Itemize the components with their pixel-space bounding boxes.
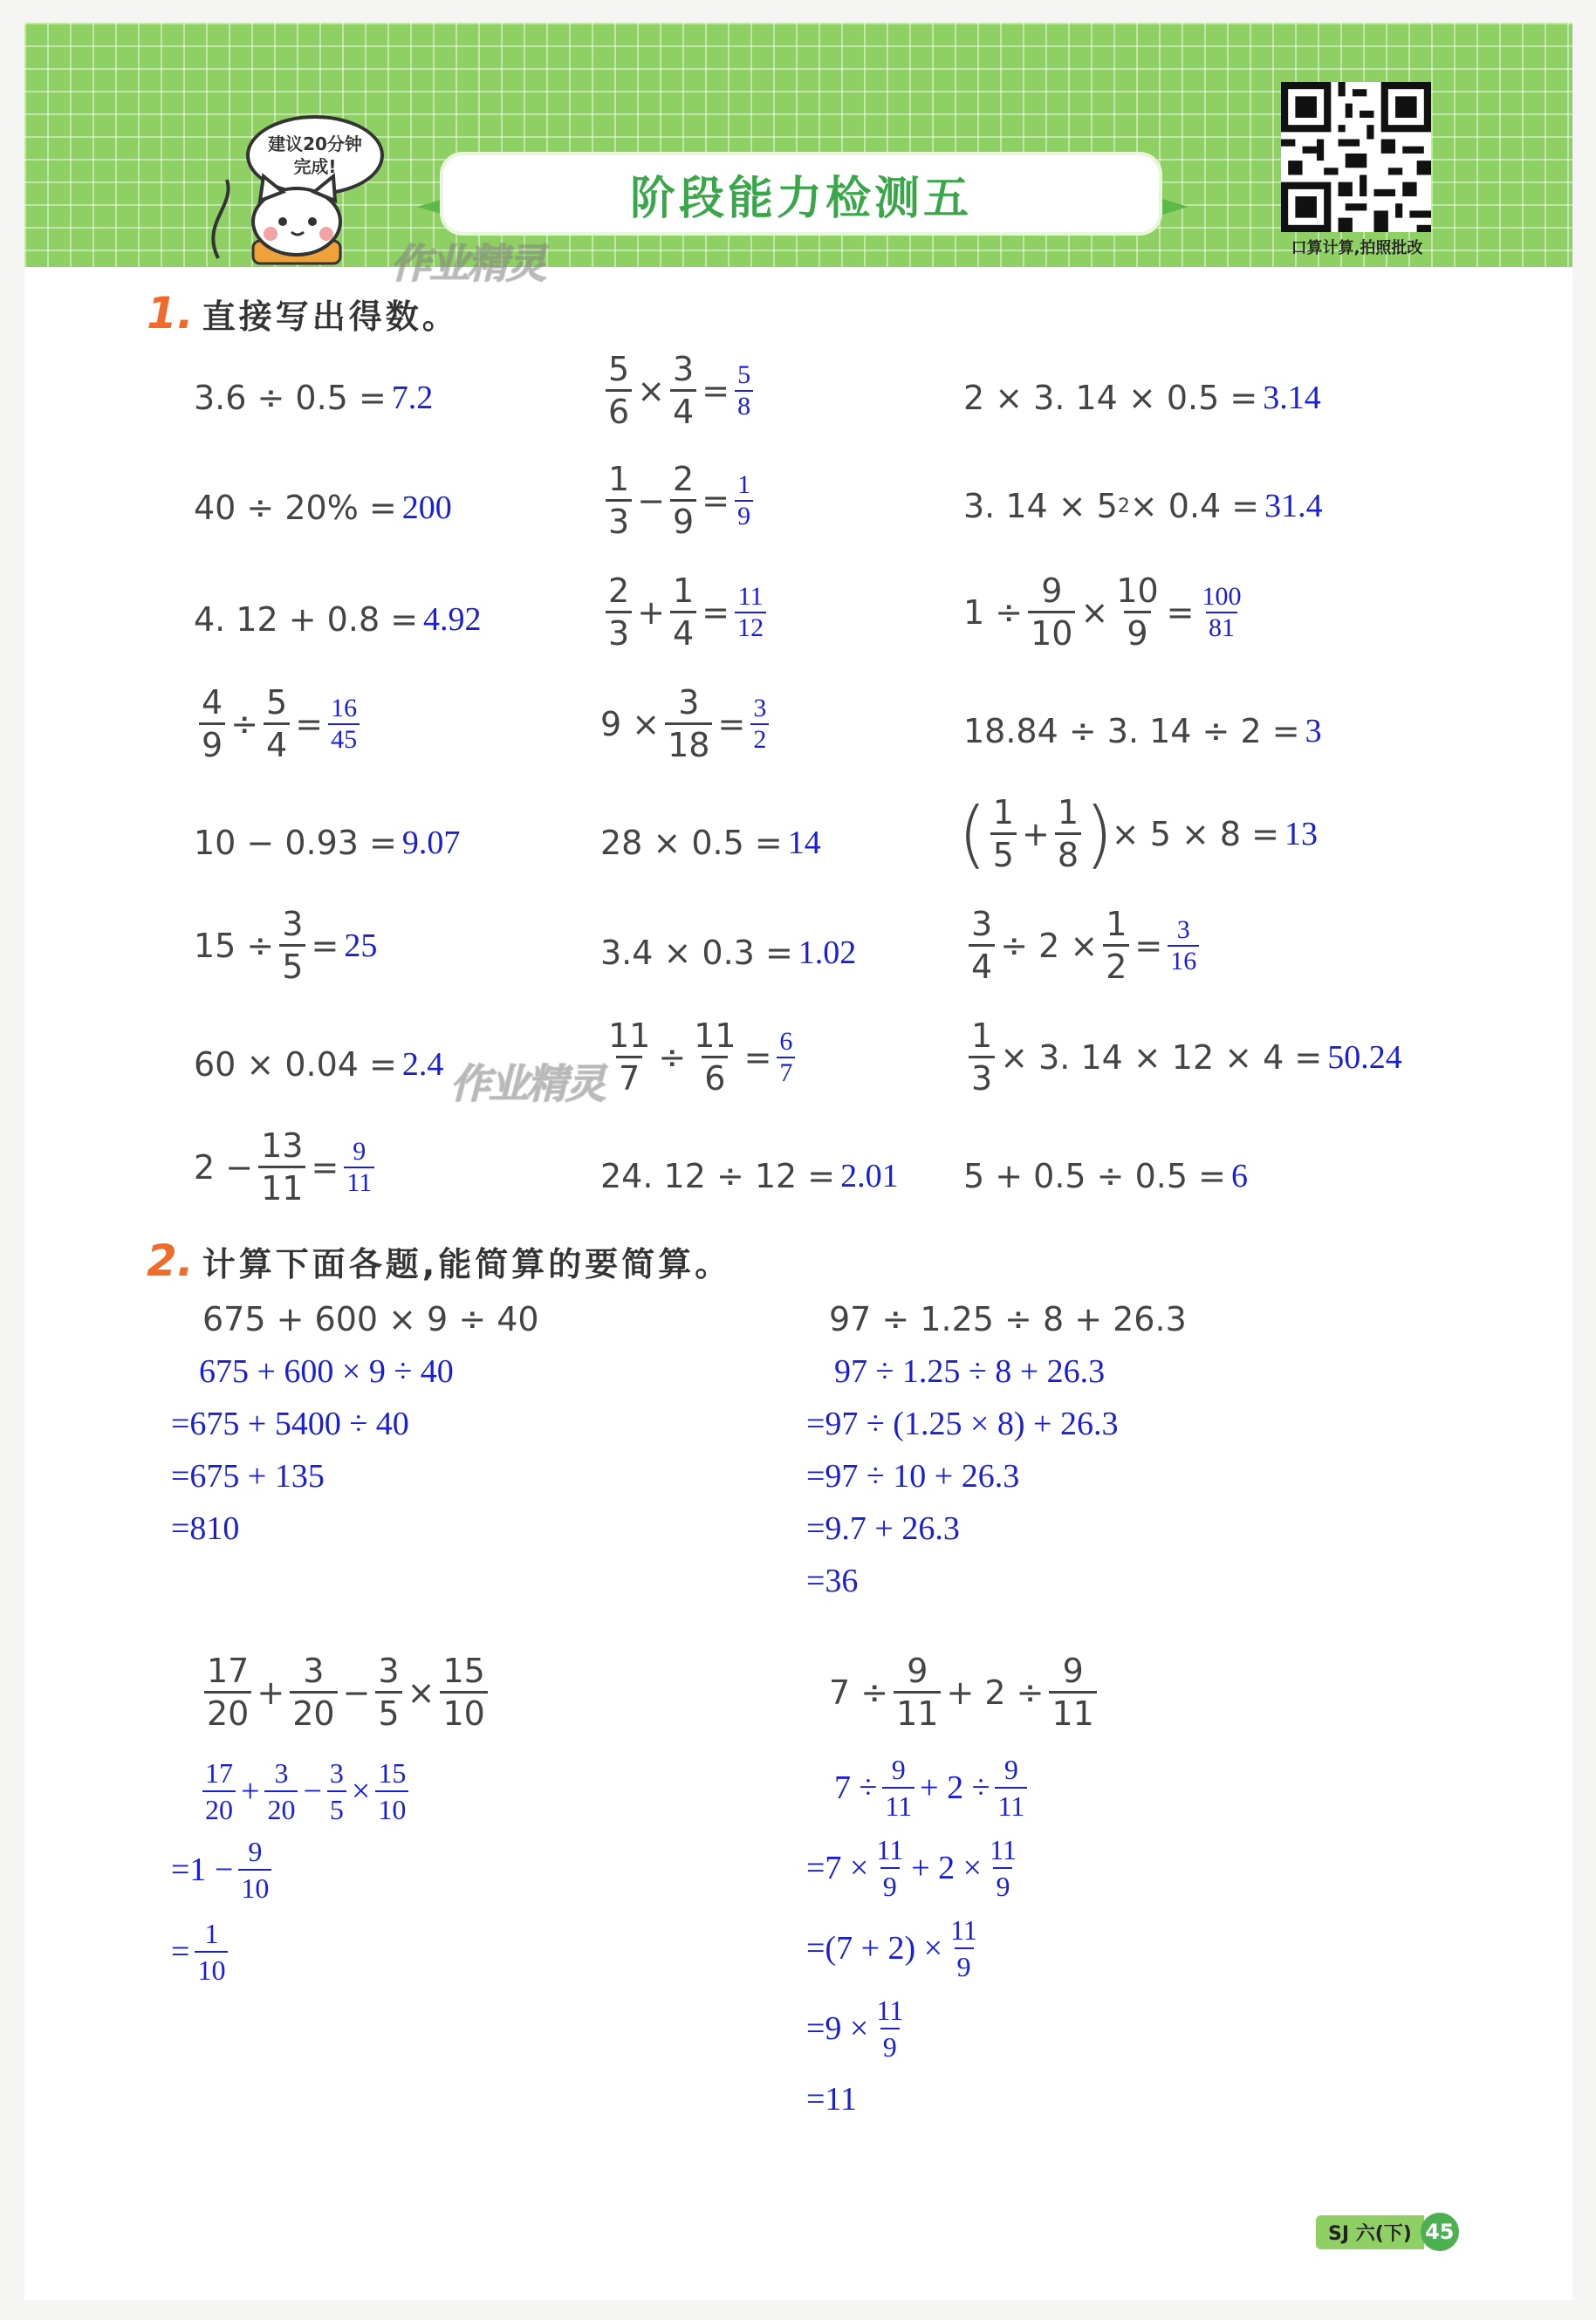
- q2-work-line: =97 ÷ (1.25 × 8) + 26.3: [806, 1406, 1119, 1442]
- q4-work-line5: =11: [806, 2081, 858, 2118]
- answer: 4.92: [423, 601, 482, 638]
- title-box: [443, 155, 1159, 232]
- answer: 9.07: [401, 825, 461, 861]
- bubble-line2: 完成!: [293, 156, 337, 177]
- answer: $\frac{100}{81}$: [1202, 581, 1242, 642]
- problem-15: ( $\frac{1}{5}$ + $\frac{1}{8}$ ) × 5 × 8 = 13: [958, 790, 1318, 877]
- problem-5: $\frac{1}{3}$ − $\frac{2}{9}$ = $\frac{1}{9}$: [600, 462, 758, 538]
- qr-code-icon[interactable]: [1281, 82, 1431, 232]
- section1-title: 直接写出得数。: [202, 297, 459, 336]
- q2-work-line: =36: [806, 1563, 859, 1599]
- problem-8: $\frac{2}{3}$ + $\frac{1}{4}$ = $\frac{11}{12}$: [600, 574, 771, 650]
- problem-11: 9 × $\frac{3}{18}$ = $\frac{3}{2}$: [600, 686, 774, 762]
- problem-20: $\frac{11}{7}$ ÷ $\frac{11}{6}$ = $\frac{6}{7}$: [600, 1019, 800, 1095]
- answer: 6: [1230, 1158, 1248, 1194]
- q3-work-line3: = $\frac{1}{10}$: [171, 1920, 233, 1984]
- answer: $\frac{1}{9}$: [735, 472, 753, 530]
- answer: 50.24: [1327, 1038, 1402, 1076]
- problem-16: 15 ÷ $\frac{3}{5}$ = 25: [194, 905, 378, 986]
- q4-work-line3: =(7 + 2) × $\frac{11}{9}$: [806, 1914, 977, 1982]
- answer: 25: [344, 927, 378, 964]
- q1-work-line: =675 + 135: [171, 1458, 325, 1495]
- answer: $\frac{3}{16}$: [1168, 917, 1199, 975]
- problem-19: 60 × 0.04 = 2.4: [194, 1045, 444, 1084]
- answer: 3: [1305, 713, 1322, 749]
- section2-number: 2.: [147, 1235, 194, 1286]
- answer: 13: [1284, 815, 1318, 852]
- problem-14: 28 × 0.5 = 14: [600, 824, 821, 862]
- problem-24: 5 + 0.5 ÷ 0.5 = 6: [963, 1157, 1248, 1195]
- answer: 3.14: [1263, 380, 1321, 416]
- q3-work-line1: $\frac{17}{20}$ + $\frac{3}{20}$ − $\frac{3}{5}$ × $\frac{15}{10}$: [197, 1759, 414, 1824]
- problem-3: 2 × 3. 14 × 0.5 = 3.14: [963, 379, 1321, 417]
- answer: 2.4: [401, 1046, 444, 1083]
- problem-9: 1 ÷ $\frac{9}{10}$ × $\frac{10}{9}$ = $\frac{100}{81}$: [963, 574, 1250, 650]
- cat-mascot-icon: [201, 171, 384, 267]
- q3-work-line2: =1 − $\frac{9}{10}$: [171, 1838, 277, 1902]
- q1-work-line: =675 + 5400 ÷ 40: [171, 1406, 409, 1442]
- answer: 14: [787, 825, 821, 861]
- problem-2: $\frac{5}{6}$ × $\frac{3}{4}$ = $\frac{5}{8}$: [600, 352, 758, 428]
- section2-heading: [147, 1235, 731, 1286]
- watermark-1: 作业精灵: [391, 240, 545, 287]
- answer: $\frac{16}{45}$: [328, 695, 360, 753]
- page-title: 阶段能力检测五: [629, 172, 972, 225]
- q2-work-line: =9.7 + 26.3: [806, 1510, 960, 1547]
- page-number: 45: [1421, 2213, 1459, 2251]
- answer: 7.2: [391, 380, 434, 416]
- problem-4: 40 ÷ 20% = 200: [194, 489, 452, 527]
- q2-work-line: 97 ÷ 1.25 ÷ 8 + 26.3: [834, 1353, 1106, 1390]
- answer: $\frac{11}{12}$: [735, 584, 766, 641]
- q4-prompt: 7 ÷ $\frac{9}{11}$ + 2 ÷ $\frac{9}{11}$: [829, 1654, 1102, 1730]
- problem-12: 18.84 ÷ 3. 14 ÷ 2 = 3: [963, 712, 1322, 750]
- bubble-line1: 建议20分钟: [268, 133, 362, 154]
- q4-work-line4: =9 × $\frac{11}{9}$: [806, 1995, 904, 2063]
- problem-13: 10 − 0.93 = 9.07: [194, 824, 461, 862]
- problem-6: 3. 14 × 5 2 × 0.4 = 31.4: [963, 487, 1323, 525]
- answer: $\frac{5}{8}$: [735, 362, 753, 420]
- page-footer: [1316, 2213, 1459, 2251]
- answer: 1.02: [798, 934, 857, 971]
- section1-heading: [147, 288, 459, 339]
- answer: 2.01: [840, 1158, 899, 1194]
- q3-prompt: $\frac{17}{20}$ + $\frac{3}{20}$ − $\frac{3}{5}$ × $\frac{15}{10}$: [199, 1654, 493, 1730]
- problem-1: 3.6 ÷ 0.5 = 7.2: [194, 379, 434, 417]
- q4-work-line2: =7 × $\frac{11}{9}$ + 2 × $\frac{11}{9}$: [806, 1834, 1017, 1902]
- q1-prompt: 675 + 600 × 9 ÷ 40: [202, 1300, 539, 1338]
- q2-work-line: =97 ÷ 10 + 26.3: [806, 1458, 1020, 1495]
- problem-7: 4. 12 + 0.8 = 4.92: [194, 600, 482, 639]
- problem-18: $\frac{3}{4}$ ÷ 2 × $\frac{1}{2}$ = $\frac{3}{16}$: [963, 907, 1204, 983]
- problem-17: 3.4 × 0.3 = 1.02: [600, 934, 857, 972]
- problem-23: 24. 12 ÷ 12 = 2.01: [600, 1157, 899, 1195]
- answer: $\frac{9}{11}$: [344, 1139, 374, 1196]
- watermark-2: 作业精灵: [450, 1060, 604, 1107]
- section1-number: 1.: [147, 288, 194, 339]
- answer: 200: [401, 489, 452, 526]
- answer: 31.4: [1264, 488, 1323, 524]
- problem-22: 2 − $\frac{13}{11}$ = $\frac{9}{11}$: [194, 1129, 380, 1205]
- problem-21: $\frac{1}{3}$ × 3. 14 × 12 × 4 = 50.24: [963, 1019, 1402, 1095]
- section2-title: 计算下面各题,能简算的要简算。: [202, 1244, 732, 1283]
- q1-work-line: 675 + 600 × 9 ÷ 40: [199, 1353, 454, 1390]
- book-tag: SJ 六(下): [1316, 2215, 1424, 2249]
- problem-10: $\frac{4}{9}$ ÷ $\frac{5}{4}$ = $\frac{16}{45}$: [194, 686, 365, 762]
- q4-work-line1: 7 ÷ $\frac{9}{11}$ + 2 ÷ $\frac{9}{11}$: [834, 1755, 1032, 1820]
- answer: $\frac{3}{2}$: [750, 695, 769, 753]
- q1-work-line: =810: [171, 1510, 240, 1547]
- q2-prompt: 97 ÷ 1.25 ÷ 8 + 26.3: [829, 1300, 1187, 1338]
- qr-caption: 口算计算,拍照批改: [1291, 239, 1423, 257]
- answer: $\frac{6}{7}$: [777, 1029, 795, 1086]
